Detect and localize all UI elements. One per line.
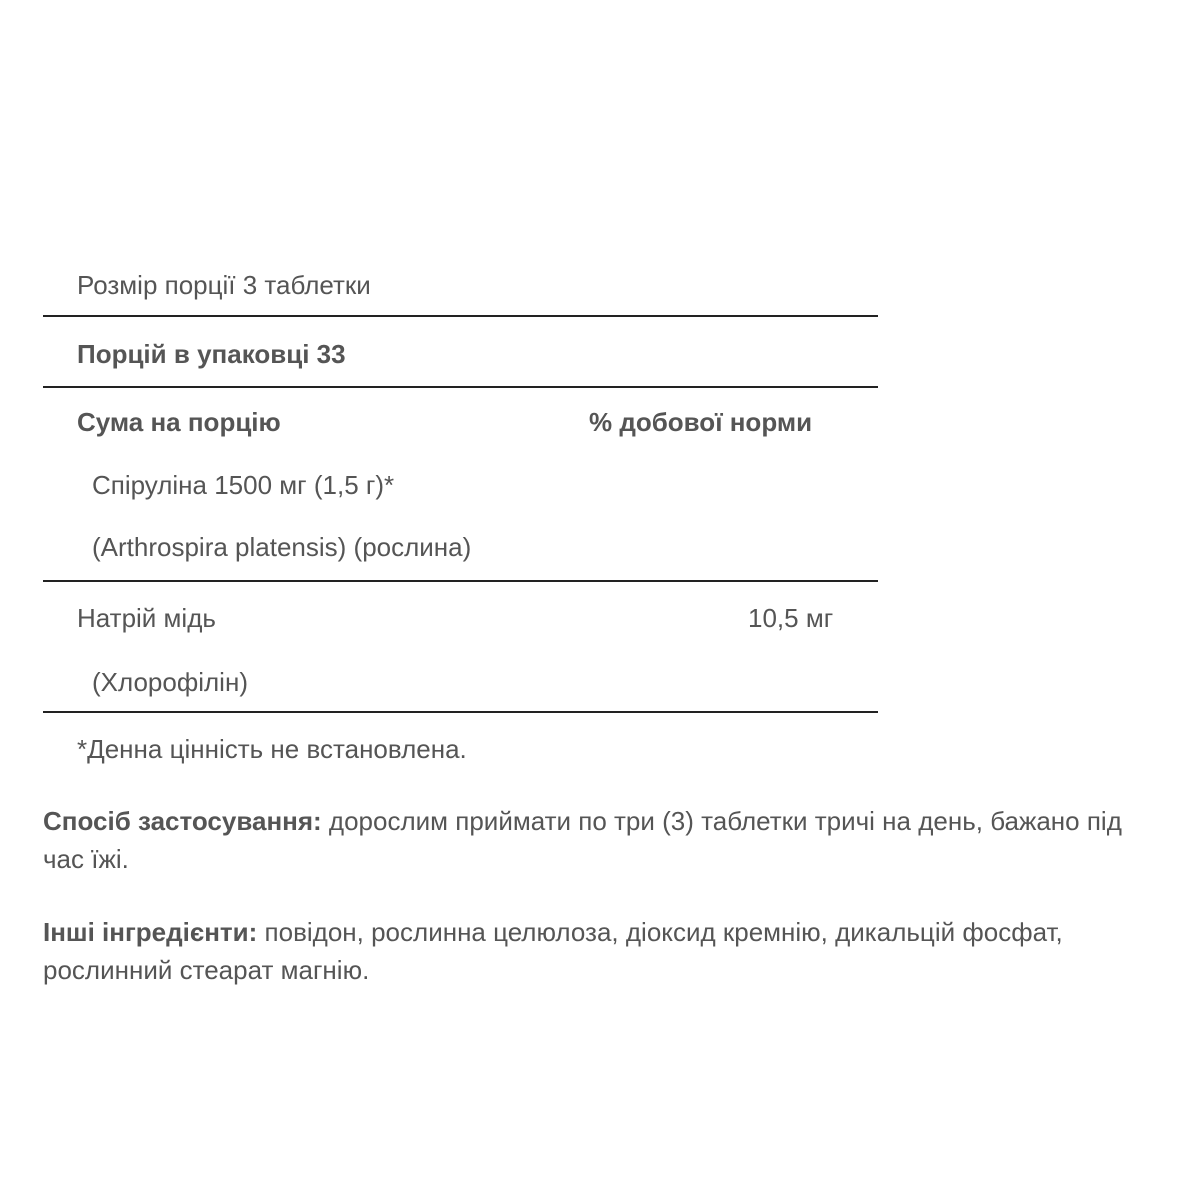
nutrient-detail: (Arthrospira platensis) (рослина) bbox=[92, 532, 472, 562]
serving-size: Розмір порції 3 таблетки bbox=[77, 270, 371, 300]
nutrient-name: Натрій мідь bbox=[77, 603, 216, 633]
nutrient-detail: (Хлорофілін) bbox=[92, 667, 248, 697]
ingredients-text: повідон, рослинна целюлоза, діоксид кремнію, дикальцій фосфат, рослинний стеарат магнію. bbox=[43, 917, 1063, 985]
ingredients-label: Інші інгредієнти: bbox=[43, 917, 258, 947]
divider bbox=[43, 711, 878, 713]
nutrient-name: Спіруліна 1500 мг (1,5 г)* bbox=[92, 470, 395, 500]
divider bbox=[43, 386, 878, 388]
daily-value-header: % добової норми bbox=[589, 407, 813, 437]
servings-per-container: Порцій в упаковці 33 bbox=[77, 339, 346, 369]
divider bbox=[43, 315, 878, 317]
amount-per-serving-header: Сума на порцію bbox=[77, 407, 281, 437]
nutrient-amount: 10,5 мг bbox=[748, 603, 834, 633]
usage-text: дорослим приймати по три (3) таблетки тричі на день, бажано під час їжі. bbox=[43, 806, 1122, 874]
usage-paragraph bbox=[43, 802, 1153, 878]
ingredients-paragraph bbox=[43, 913, 1153, 989]
usage-label: Спосіб застосування: bbox=[43, 806, 322, 836]
footnote: *Денна цінність не встановлена. bbox=[77, 734, 467, 764]
divider bbox=[43, 580, 878, 582]
